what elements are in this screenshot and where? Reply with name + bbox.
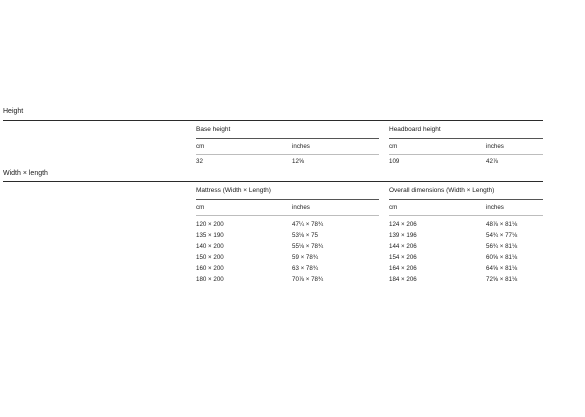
table-row	[389, 274, 543, 285]
mattress-col-inches: inches	[292, 204, 310, 211]
mattress-cm: 120 × 200	[196, 221, 224, 228]
overall-dimensions-col-cm: cm	[389, 204, 398, 211]
mattress-inches: 70⅞ × 78¾	[292, 276, 324, 283]
base-height-inches-value: 12⅝	[292, 158, 305, 165]
height-section-label: Height	[3, 108, 24, 115]
mattress-cm: 160 × 200	[196, 265, 224, 272]
overall-dimensions-header-divider	[389, 215, 543, 216]
table-row	[196, 274, 379, 285]
overall-cm: 124 × 206	[389, 221, 417, 228]
mattress-inches: 59 × 78¾	[292, 254, 318, 261]
table-row	[196, 219, 379, 230]
overall-inches: 60⅝ × 81⅛	[486, 254, 518, 261]
table-row	[389, 252, 543, 263]
table-row	[196, 263, 379, 274]
mattress-rows	[196, 219, 379, 285]
headboard-height-inches-value: 42⅞	[486, 158, 499, 165]
overall-cm: 144 × 206	[389, 243, 417, 250]
mattress-inches: 53⅛ × 75	[292, 232, 318, 239]
overall-cm: 164 × 206	[389, 265, 417, 272]
mattress-title: Mattress (Width × Length)	[196, 187, 271, 194]
overall-inches: 64⅝ × 81⅛	[486, 265, 518, 272]
overall-dimensions-col-inches: inches	[486, 204, 504, 211]
overall-cm: 139 × 196	[389, 232, 417, 239]
base-height-header-divider	[196, 154, 379, 155]
overall-inches: 56¾ × 81⅛	[486, 243, 518, 250]
mattress-col-cm: cm	[196, 204, 205, 211]
table-row	[389, 230, 543, 241]
overall-dimensions-rows	[389, 219, 543, 285]
table-row	[389, 263, 543, 274]
overall-inches: 48⅞ × 81⅛	[486, 221, 518, 228]
headboard-height-col-inches: inches	[486, 143, 504, 150]
mattress-header-divider	[196, 215, 379, 216]
size-section-label: Width × length	[3, 170, 48, 177]
mattress-title-divider	[196, 199, 379, 200]
overall-inches: 72⅝ × 81⅛	[486, 276, 518, 283]
height-section-divider	[3, 120, 543, 121]
overall-inches: 54¾ × 77⅛	[486, 232, 518, 239]
overall-dimensions-title-divider	[389, 199, 543, 200]
mattress-inches: 47¼ × 78¾	[292, 221, 324, 228]
mattress-inches: 55⅛ × 78¾	[292, 243, 324, 250]
base-height-col-cm: cm	[196, 143, 205, 150]
mattress-cm: 180 × 200	[196, 276, 224, 283]
table-row	[196, 241, 379, 252]
headboard-height-cm-value: 109	[389, 158, 400, 165]
table-row	[196, 252, 379, 263]
headboard-height-col-cm: cm	[389, 143, 398, 150]
headboard-height-title-divider	[389, 138, 543, 139]
overall-cm: 184 × 206	[389, 276, 417, 283]
mattress-cm: 140 × 200	[196, 243, 224, 250]
table-row	[389, 241, 543, 252]
mattress-cm: 135 × 190	[196, 232, 224, 239]
size-section-divider	[3, 181, 543, 182]
mattress-inches: 63 × 78¾	[292, 265, 318, 272]
headboard-height-header-divider	[389, 154, 543, 155]
table-row	[389, 219, 543, 230]
base-height-title: Base height	[196, 126, 231, 133]
mattress-cm: 150 × 200	[196, 254, 224, 261]
base-height-col-inches: inches	[292, 143, 310, 150]
table-row	[196, 230, 379, 241]
overall-dimensions-title: Overall dimensions (Width × Length)	[389, 187, 495, 194]
base-height-title-divider	[196, 138, 379, 139]
base-height-cm-value: 32	[196, 158, 203, 165]
headboard-height-title: Headboard height	[389, 126, 441, 133]
overall-cm: 154 × 206	[389, 254, 417, 261]
